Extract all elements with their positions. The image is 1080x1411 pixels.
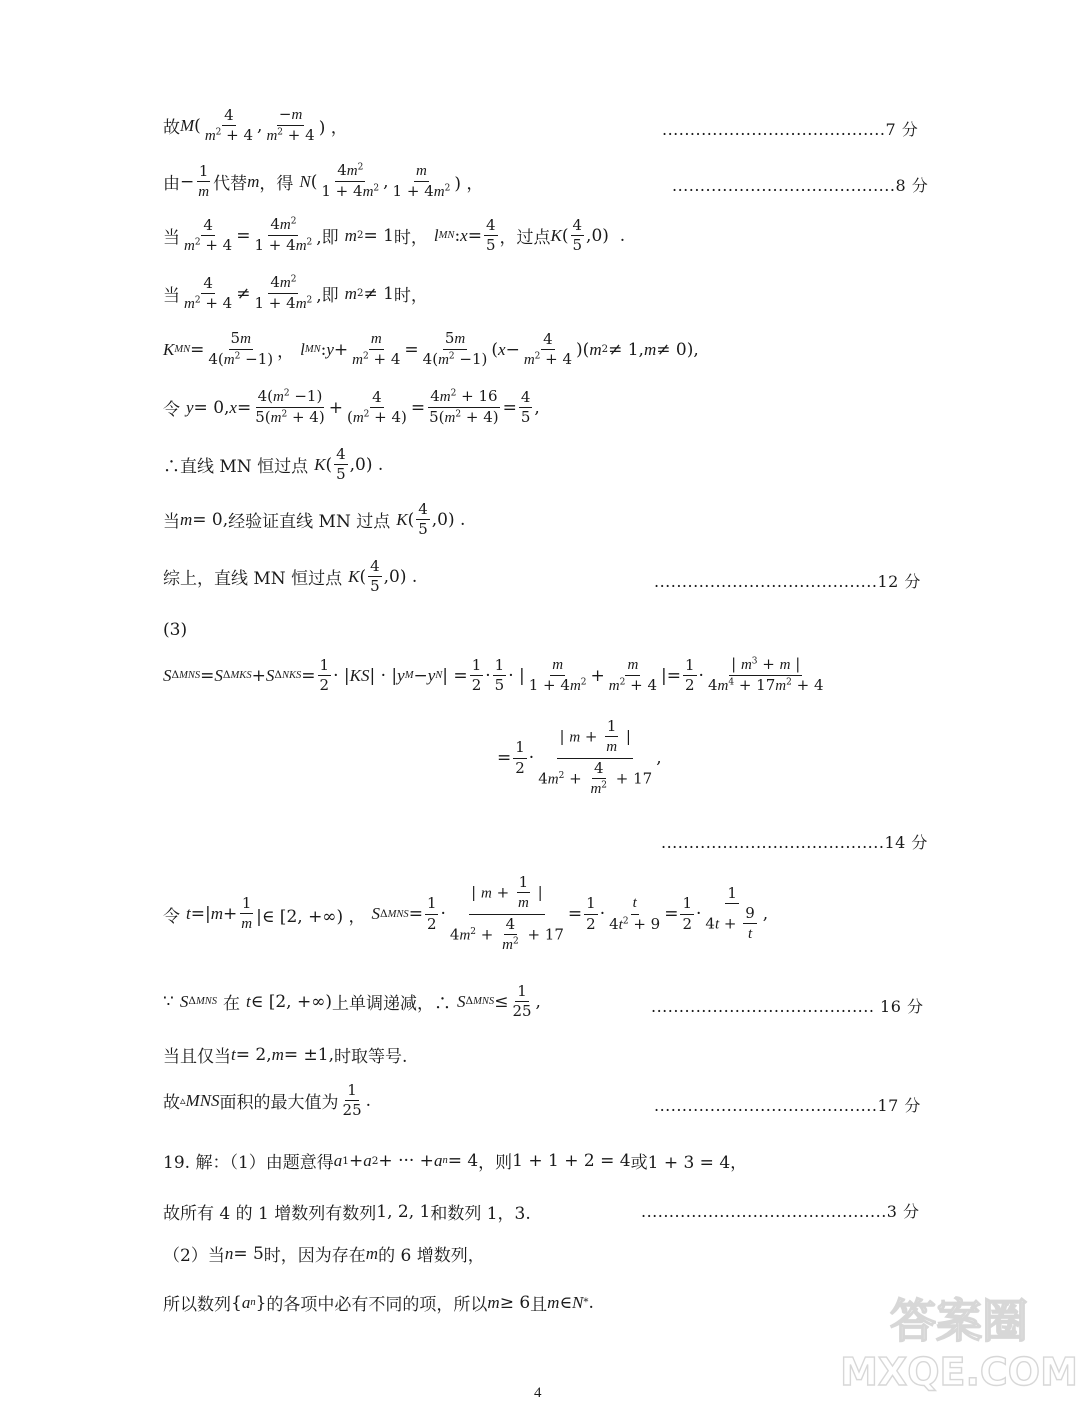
line-set-y0: 令 y = 0, x = $\frac{4(m^2 -1)}{5(m^2 + 4)}$ + $\frac{4}{(m^2 + 4)}$ = $\frac{4m^2 + 16}{5(m^2 + 4)}$ = $\frac{4}{5}$ , [163,387,540,427]
text-q19-line2b: 和数列 1，3. [430,1204,531,1224]
score-17: ........................................17 分 [654,1096,921,1115]
line-q19-part1: 19. 解：（1）由题意得 a 1 + a 2 + ··· + a n = 4 ，则 1 + 1 + 2 = 4 或 1 + 3 = 4， [163,1148,747,1173]
line-conclusion: 综上，直线 MN 恒过点 K ( $\frac{4}{5}$ ,0) . [163,557,418,596]
text-ji-1: ,即 [316,228,339,249]
watermark-logo [840,1287,1078,1397]
text-gu: 故 [163,118,180,139]
line-q19-sequences: 故所有 4 的 1 增数列有数列 1, 2, 1 和数列 1，3. [163,1199,531,1224]
line-equality: 当且仅当 t = 2, m = ±1, 时取等号. [163,1042,407,1067]
text-q19-line2: 故所有 4 的 1 增数列有数列 [163,1204,377,1224]
text-p2-prefix: （2）当 [163,1246,225,1266]
text-shi-2: 时， [393,286,428,307]
line-slope: K MN = $\frac{5m}{4(m^2 -1)}$ ， l MN : y + $\frac{m}{m^2 + 4}$ = $\frac{5m}{4(m^2 -1)}$ ( x − $\frac{4}{m^2 + 4}$ )( m 2 ≠ 1, m ≠ 0), [163,329,699,369]
text-p2-tail: 的 6 增数列， [378,1246,485,1266]
text-zai: 在 [223,994,240,1015]
line-area-formula-2: = $\frac{1}{2}$ · | m + $\frac{1}{m}$ | $4m^2$ + $\frac{4}{m^2}$ + 17 , [497,717,662,797]
text-ji-2: ,即 [316,286,339,307]
line-m-zero: 当 m = 0, 经验证直线 MN 过点 K ( $\frac{4}{5}$ ,0) . [163,500,466,539]
text-zongshang: 综上，直线 MN 恒过点 [163,569,343,590]
text-ling-1: 令 [163,400,180,421]
text-de: ，得 [259,174,294,195]
text-equality: 当且仅当 [163,1047,231,1067]
text-since: ∵ [163,991,174,1012]
part-3-label [163,620,187,640]
text-max-mid: 面积的最大值为 [219,1093,339,1114]
text-shi-1: 时， [393,228,428,249]
text-guodian: ，过点 [499,228,551,249]
line-decreasing: ∵ S ΔMNS 在 t ∈ [2, +∞) 上单调递减，∴ S ΔMNS ≤ $\frac{1}{25}$ , [163,982,541,1021]
score-8: ........................................8 分 [672,176,929,195]
text-ling-2: 令 [163,906,180,927]
text-dang-3: 当 [163,512,180,533]
line-case-notequal: 当 $\frac{4}{m^2 + 4}$ ≠ $\frac{4m^2}{1 + 4m^2}$ ,即 m 2 ≠ 1 时， [163,273,428,313]
text-q19-or: 或 [630,1153,648,1173]
text-max-prefix: 故 [163,1093,180,1114]
text-p2-mid: 时，因为存在 [263,1246,366,1266]
text-p2-line2c: 且 [530,1295,548,1315]
line-area-formula: S ΔMNS = S ΔMKS + S ΔNKS = $\frac{1}{2}$ · | KS | · | y M − y N | = $\frac{1}{2}$ · $\frac{1}{5}$ · | $\frac{m}{1 + 4m^2}$ + $\frac{m}{m^2 + 4}$ |= $\frac{1}{2}$ · $\frac{| m^3 + m |}{4m^4 + 17m^2 + 4}$ [163,655,824,695]
line-point-n: 由 − $\frac{1}{m}$ 代替 m ，得 N ( $\frac{4m^2}{1 + 4m^2}$ , $\frac{m}{1 + 4m^2}$ ) ， [163,161,484,201]
page-number: 4 [534,1385,542,1401]
text-q19-mid: ，则 [478,1153,513,1173]
text-p2-line2a: 所以数列 [163,1295,231,1315]
score-12: ........................................12 分 [654,572,921,591]
text-decreasing: 上单调递减，∴ [332,994,452,1015]
text-dang-1: 当 [163,228,180,249]
score-3: ............................................3 分 [641,1202,920,1221]
watermark-line1: 答案圈 [890,1294,1028,1348]
text-equality-tail: 时取等号. [334,1047,408,1067]
line-therefore-fixed: ∴直线 MN 恒过点 K ( $\frac{4}{5}$ ,0) . [163,445,384,484]
text-dang-2: 当 [163,286,180,307]
text-therefore: ∴直线 MN 恒过点 [163,457,309,478]
text-you: 由 [163,174,180,195]
score-14: ........................................14 分 [661,833,928,852]
text-daiti: 代替 [213,174,248,195]
text-q19-prefix: 19. 解：（1）由题意得 [163,1153,334,1173]
line-max-area: 故 ▵ MNS 面积的最大值为 $\frac{1}{25}$ . [163,1081,372,1120]
text-verify: 经验证直线 MN 过点 [228,512,391,533]
line-case-equal: 当 $\frac{4}{m^2 + 4}$ = $\frac{4m^2}{1 + 4m^2}$ ,即 m 2 = 1 时， l MN : x = $\frac{4}{5}$ ，过点 K ( $\frac{4}{5}$ ,0) . [163,215,626,255]
line-q19-part2-cont: 所以数列 { a n } 的各项中必有不同的项，所以 m ≥ 6 且 m ∈ N * . [163,1290,594,1315]
line-point-m: 故 M ( $\frac{4}{m^2 + 4}$ , $\frac{-m}{m^2 + 4}$ ) ， [163,105,348,145]
line-substitute-t: 令 t =| m + $\frac{1}{m}$ |∈ [2, +∞) ， S ΔMNS = $\frac{1}{2}$ · | m + $\frac{1}{m}$ | $4m^2$ + $\frac{4}{m^2}$ + 17 = $\frac{1}{2}$ · $\frac{t}{4t^2 + 9}$ = $\frac{1}{2}$ · 1 4t + $\frac{9}{t}$ , [163,873,769,953]
text-part3: (3) [163,620,188,640]
score-7: ........................................7 分 [662,120,919,139]
line-q19-part2: （2）当 n = 5 时，因为存在 m 的 6 增数列， [163,1241,485,1266]
watermark-line2: MXQE.COM [840,1350,1078,1394]
text-p2-line2b: 的各项中必有不同的项，所以 [266,1295,488,1315]
score-16: ........................................ 16 分 [651,997,924,1016]
